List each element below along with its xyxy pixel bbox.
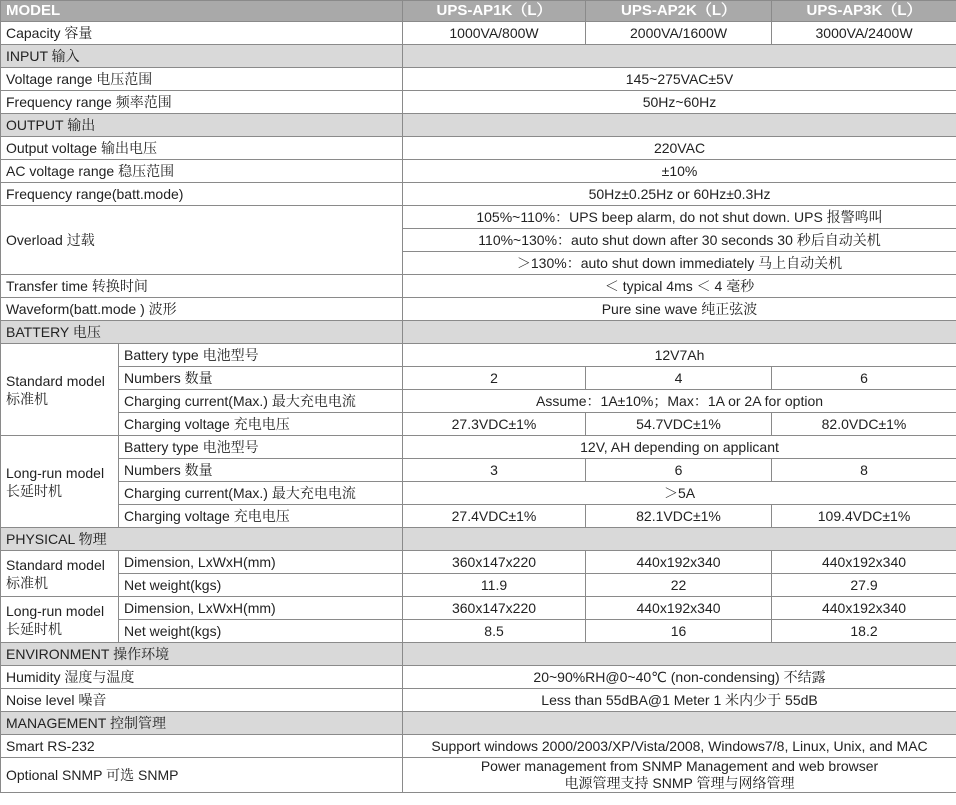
row-label: Frequency range(batt.mode) bbox=[1, 183, 403, 206]
section-title: PHYSICAL 物理 bbox=[1, 528, 403, 551]
section-title: OUTPUT 输出 bbox=[1, 114, 403, 137]
snmp-line-1: Power management from SNMP Management and web browser bbox=[480, 758, 879, 774]
cell: 2 bbox=[403, 367, 586, 390]
cell: 220VAC bbox=[403, 137, 956, 160]
battery-std-voltage-row bbox=[1, 413, 956, 436]
cell: 82.1VDC±1% bbox=[586, 505, 772, 528]
group-label: Standard model 标准机 bbox=[1, 344, 119, 436]
row-label: Charging voltage 充电电压 bbox=[119, 505, 403, 528]
cell: 82.0VDC±1% bbox=[772, 413, 956, 436]
cell: 27.3VDC±1% bbox=[403, 413, 586, 436]
row-label: Charging voltage 充电电压 bbox=[119, 413, 403, 436]
row-label: Numbers 数量 bbox=[119, 459, 403, 482]
ac-voltage-range-row bbox=[1, 160, 956, 183]
cell: 440x192x340 bbox=[586, 597, 772, 620]
cell: 12V, AH depending on applicant bbox=[403, 436, 956, 459]
cell: 1000VA/800W bbox=[403, 22, 586, 45]
row-label: Charging current(Max.) 最大充电电流 bbox=[119, 482, 403, 505]
battery-long-current-row bbox=[1, 482, 956, 505]
cell: 18.2 bbox=[772, 620, 956, 643]
physical-std-dimension-row bbox=[1, 551, 956, 574]
row-label: Waveform(batt.mode ) 波形 bbox=[1, 298, 403, 321]
section-environment bbox=[1, 643, 956, 666]
cell: 110%~130%：auto shut down after 30 seconds 30 秒后自动关机 bbox=[403, 229, 956, 252]
section-title: BATTERY 电压 bbox=[1, 321, 403, 344]
section-output bbox=[1, 114, 956, 137]
cell: 6 bbox=[586, 459, 772, 482]
section-input bbox=[1, 45, 956, 68]
cell: 50Hz~60Hz bbox=[403, 91, 956, 114]
header-row bbox=[1, 1, 956, 22]
cell: 2000VA/1600W bbox=[586, 22, 772, 45]
section-title: MANAGEMENT 控制管理 bbox=[1, 712, 403, 735]
cell: 27.9 bbox=[772, 574, 956, 597]
row-label: Dimension, LxWxH(mm) bbox=[119, 551, 403, 574]
battery-std-type-row bbox=[1, 344, 956, 367]
cell: 3 bbox=[403, 459, 586, 482]
cell bbox=[403, 758, 956, 793]
group-label: Long-run model 长延时机 bbox=[1, 597, 119, 643]
cell: ＞5A bbox=[403, 482, 956, 505]
physical-long-dimension-row bbox=[1, 597, 956, 620]
cell: ±10% bbox=[403, 160, 956, 183]
row-label: Humidity 湿度与温度 bbox=[1, 666, 403, 689]
row-label: Voltage range 电压范围 bbox=[1, 68, 403, 91]
cell: 8.5 bbox=[403, 620, 586, 643]
row-label: Net weight(kgs) bbox=[119, 574, 403, 597]
cell: 16 bbox=[586, 620, 772, 643]
row-label: AC voltage range 稳压范围 bbox=[1, 160, 403, 183]
section-physical bbox=[1, 528, 956, 551]
cell: 8 bbox=[772, 459, 956, 482]
waveform-row bbox=[1, 298, 956, 321]
cell: 360x147x220 bbox=[403, 551, 586, 574]
cell: 20~90%RH@0~40℃ (non-condensing) 不结露 bbox=[403, 666, 956, 689]
battery-std-numbers-row bbox=[1, 367, 956, 390]
frequency-range-row bbox=[1, 91, 956, 114]
cell: 27.4VDC±1% bbox=[403, 505, 586, 528]
cell: 4 bbox=[586, 367, 772, 390]
section-management bbox=[1, 712, 956, 735]
row-label: Net weight(kgs) bbox=[119, 620, 403, 643]
cell: 440x192x340 bbox=[586, 551, 772, 574]
cell: 6 bbox=[772, 367, 956, 390]
cell: 145~275VAC±5V bbox=[403, 68, 956, 91]
row-label: Numbers 数量 bbox=[119, 367, 403, 390]
physical-long-weight-row bbox=[1, 620, 956, 643]
row-label: Capacity 容量 bbox=[1, 22, 403, 45]
row-label: Smart RS-232 bbox=[1, 735, 403, 758]
physical-std-weight-row bbox=[1, 574, 956, 597]
cell: 12V7Ah bbox=[403, 344, 956, 367]
snmp-row bbox=[1, 758, 956, 793]
noise-row bbox=[1, 689, 956, 712]
section-battery bbox=[1, 321, 956, 344]
cell: Pure sine wave 纯正弦波 bbox=[403, 298, 956, 321]
cell: 22 bbox=[586, 574, 772, 597]
group-label: Long-run model 长延时机 bbox=[1, 436, 119, 528]
battery-std-current-row bbox=[1, 390, 956, 413]
snmp-line-2: 电源管理支持 SNMP 管理与网络管理 bbox=[564, 775, 795, 791]
overload-row-1 bbox=[1, 206, 956, 229]
cell: ＜ typical 4ms ＜ 4 毫秒 bbox=[403, 275, 956, 298]
row-label: Overload 过载 bbox=[1, 206, 403, 275]
cell: 440x192x340 bbox=[772, 551, 956, 574]
row-label: Battery type 电池型号 bbox=[119, 344, 403, 367]
cell: 3000VA/2400W bbox=[772, 22, 956, 45]
freq-batt-row bbox=[1, 183, 956, 206]
cell: 440x192x340 bbox=[772, 597, 956, 620]
group-label: Standard model 标准机 bbox=[1, 551, 119, 597]
battery-long-numbers-row bbox=[1, 459, 956, 482]
output-voltage-row bbox=[1, 137, 956, 160]
cell: 11.9 bbox=[403, 574, 586, 597]
cell: Less than 55dBA@1 Meter 1 米内少于 55dB bbox=[403, 689, 956, 712]
transfer-time-row bbox=[1, 275, 956, 298]
cell: Assume：1A±10%；Max：1A or 2A for option bbox=[403, 390, 956, 413]
model-3-header: UPS-AP3K（L） bbox=[772, 1, 956, 22]
model-1-header: UPS-AP1K（L） bbox=[403, 1, 586, 22]
voltage-range-row bbox=[1, 68, 956, 91]
battery-long-type-row bbox=[1, 436, 956, 459]
cell: 360x147x220 bbox=[403, 597, 586, 620]
row-label: Optional SNMP 可选 SNMP bbox=[1, 758, 403, 793]
capacity-row bbox=[1, 22, 956, 45]
model-2-header: UPS-AP2K（L） bbox=[586, 1, 772, 22]
row-label: Battery type 电池型号 bbox=[119, 436, 403, 459]
row-label: Charging current(Max.) 最大充电电流 bbox=[119, 390, 403, 413]
row-label: Output voltage 输出电压 bbox=[1, 137, 403, 160]
row-label: Transfer time 转换时间 bbox=[1, 275, 403, 298]
row-label: Noise level 噪音 bbox=[1, 689, 403, 712]
row-label: Dimension, LxWxH(mm) bbox=[119, 597, 403, 620]
section-title: INPUT 输入 bbox=[1, 45, 403, 68]
cell: 109.4VDC±1% bbox=[772, 505, 956, 528]
cell: 105%~110%：UPS beep alarm, do not shut down. UPS 报警鸣叫 bbox=[403, 206, 956, 229]
cell: ＞130%：auto shut down immediately 马上自动关机 bbox=[403, 252, 956, 275]
rs232-row bbox=[1, 735, 956, 758]
battery-long-voltage-row bbox=[1, 505, 956, 528]
row-label: Frequency range 频率范围 bbox=[1, 91, 403, 114]
cell: Support windows 2000/2003/XP/Vista/2008, Windows7/8, Linux, Unix, and MAC bbox=[403, 735, 956, 758]
model-header: MODEL bbox=[1, 1, 403, 22]
humidity-row bbox=[1, 666, 956, 689]
cell: 50Hz±0.25Hz or 60Hz±0.3Hz bbox=[403, 183, 956, 206]
section-title: ENVIRONMENT 操作环境 bbox=[1, 643, 403, 666]
cell: 54.7VDC±1% bbox=[586, 413, 772, 436]
